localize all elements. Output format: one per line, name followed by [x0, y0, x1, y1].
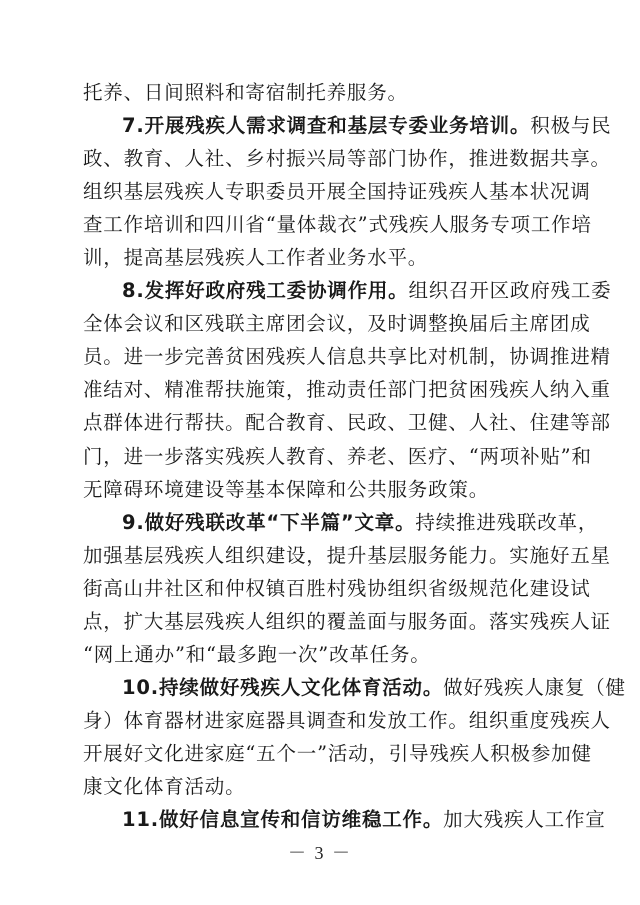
paragraph-text: 加大残疾人工作宣 — [443, 808, 606, 832]
paragraph-line: 加强基层残疾人组织建设，提升基层服务能力。实施好五星 — [83, 543, 611, 567]
paragraph-line: 身）体育器材进家庭器具调查和发放工作。组织重度残疾人 — [83, 708, 611, 732]
section-heading: 11.做好信息宣传和信访维稳工作。 — [122, 808, 444, 832]
paragraph-line: 训，提高基层残疾人工作者业务水平。 — [83, 246, 429, 270]
paragraph-line: 门，进一步落实残疾人教育、养老、医疗、“两项补贴”和 — [83, 444, 592, 468]
paragraph-line: 点群体进行帮扶。配合教育、民政、卫健、人社、住建等部 — [83, 411, 611, 435]
section-heading: 9.做好残联改革“下半篇”文章。 — [122, 510, 416, 534]
paragraph-line: 准结对、精准帮扶施策，推动责任部门把贫困残疾人纳入重 — [83, 378, 611, 402]
section-heading: 7.开展残疾人需求调查和基层专委业务培训。 — [122, 114, 531, 138]
paragraph-line: 康文化体育活动。 — [83, 774, 246, 798]
paragraph-line — [83, 508, 599, 537]
page-number: － 3 － — [288, 843, 352, 863]
paragraph-line — [83, 805, 606, 834]
paragraph-line: 点，扩大基层残疾人组织的覆盖面与服务面。落实残疾人证 — [83, 609, 611, 633]
paragraph-line: 组织基层残疾人专职委员开展全国持证残疾人基本状况调 — [83, 180, 591, 204]
paragraph-line: 查工作培训和四川省“量体裁衣”式残疾人服务专项工作培 — [83, 213, 592, 237]
paragraph-line: 街高山井社区和仲权镇百胜村残协组织省级规范化建设试 — [83, 576, 591, 600]
paragraph-line: 员。进一步完善贫困残疾人信息共享比对机制，协调推进精 — [83, 345, 611, 369]
paragraph-line — [83, 673, 626, 702]
paragraph-line: 无障碍环境建设等基本保障和公共服务政策。 — [83, 477, 490, 501]
paragraph-line: 开展好文化进家庭“五个一”活动，引导残疾人积极参加健 — [83, 741, 592, 765]
paragraph-line: 托养、日间照料和寄宿制托养服务。 — [83, 81, 408, 104]
paragraph-line — [83, 111, 612, 140]
paragraph-text: 组织召开区政府残工委 — [408, 279, 612, 303]
paragraph-text: 做好残疾人康复（健 — [443, 675, 626, 699]
paragraph-text: 积极与民 — [530, 114, 612, 138]
section-heading: 8.发挥好政府残工委协调作用。 — [122, 279, 409, 303]
paragraph-line: “网上通办”和“最多跑一次”改革任务。 — [83, 642, 431, 666]
paragraph-line: 全体会议和区残联主席团会议，及时调整换届后主席团成 — [83, 312, 591, 336]
paragraph-text: 持续推进残联改革， — [415, 510, 599, 534]
section-heading: 10.持续做好残疾人文化体育活动。 — [122, 675, 444, 699]
paragraph-line: 政、教育、人社、乡村振兴局等部门协作，推进数据共享。 — [83, 147, 611, 171]
document-body — [83, 78, 626, 838]
paragraph-line — [83, 276, 612, 305]
